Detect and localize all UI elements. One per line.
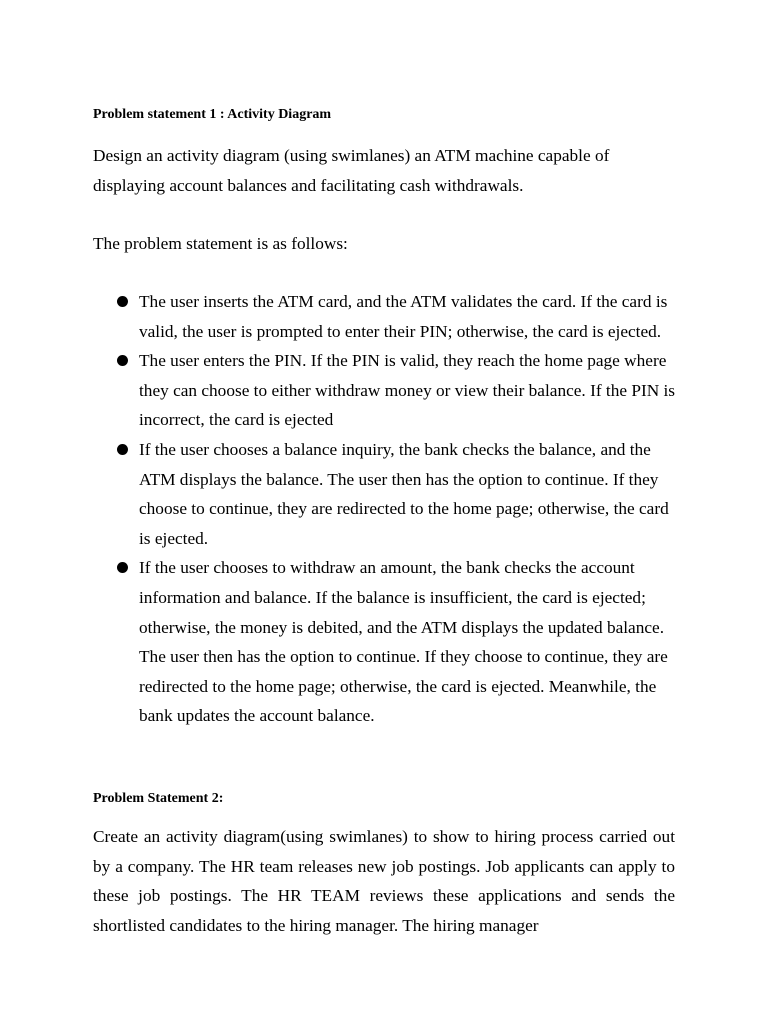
problem-statement-1-intro: Design an activity diagram (using swimlanes) an ATM machine capable of displaying account balances and facilitating cash withdrawals. <box>93 146 610 195</box>
bullet-icon <box>117 355 128 366</box>
problem-statement-2-heading: Problem Statement 2: <box>93 791 224 806</box>
list-item <box>93 435 683 553</box>
bullet-icon <box>117 562 128 573</box>
problem-statement-1-lead: The problem statement is as follows: <box>93 234 348 253</box>
list-item <box>93 287 683 346</box>
problem-statement-1-heading: Problem statement 1 : Activity Diagram <box>93 107 332 122</box>
bullet-icon <box>117 444 128 455</box>
list-item-text: The user enters the PIN. If the PIN is valid, they reach the home page where they can choose to either withdraw money or view their balance. If the PIN is incorrect, the card is ejected <box>139 351 676 430</box>
requirements-list <box>93 287 683 731</box>
list-item-text: The user inserts the ATM card, and the ATM validates the card. If the card is valid, the user is prompted to enter their PIN; otherwise, the card is ejected. <box>139 292 668 341</box>
list-item-text: If the user chooses to withdraw an amount, the bank checks the account information and balance. If the balance is insufficient, the card is ejected; otherwise, the money is debited, and the ATM displays the updated balance. The user then has the option to continue. If they choose to continue, they are redirected to the home page; otherwise, the card is ejected. Meanwhile, the bank updates the account balance. <box>139 558 668 726</box>
list-item <box>93 553 683 731</box>
bullet-icon <box>117 296 128 307</box>
list-item-text: If the user chooses a balance inquiry, the bank checks the balance, and the ATM displays the balance. The user then has the option to continue. If they choose to continue, they are redirected to the home page; otherwise, the card is ejected. <box>139 439 669 548</box>
problem-statement-2-body: Create an activity diagram(using swimlanes) to show to hiring process carried out by a company. The HR team releases new job postings. Job applicants can apply to these job postings. The HR TEAM reviews these applications and sends the shortlisted candidates to the hiring manager. The hiring manager <box>93 827 675 935</box>
list-item <box>93 346 683 435</box>
